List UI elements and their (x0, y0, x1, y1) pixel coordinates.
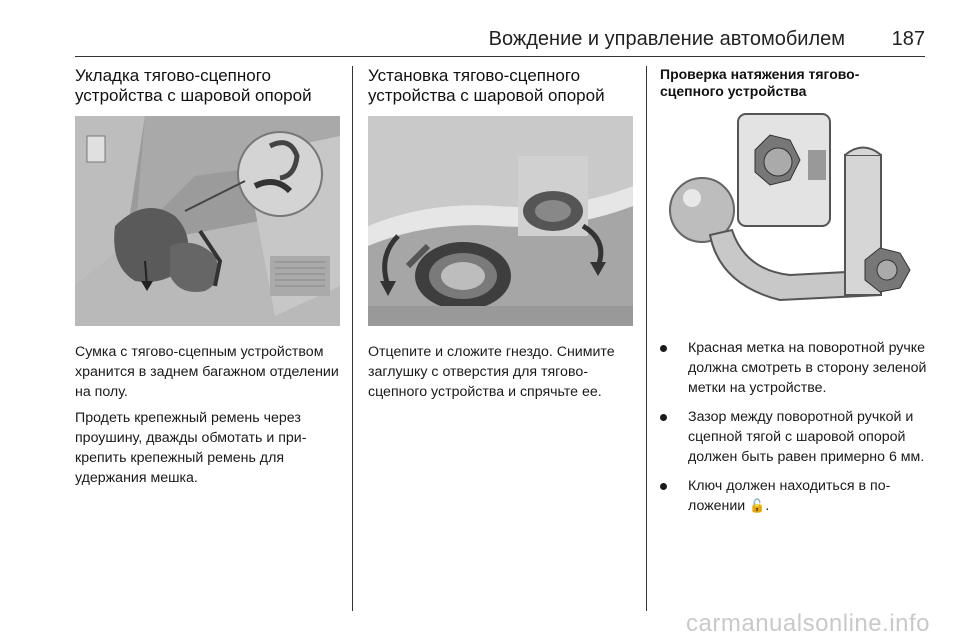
column-divider (646, 66, 647, 611)
list-item: Ключ должен находиться в положении 🔓. (660, 476, 928, 517)
socket-fold-illustration (368, 116, 633, 326)
paragraph: Продеть крепежный ремень через проушину, дважды обмотать и прикрепить крепежный ремень для удержания мешка. (75, 410, 307, 486)
list-item: Красная метка на поворотной ручке должна смотреть в сторону зеленой метки на устройстве. (660, 338, 928, 398)
section-tow-bar-check (660, 66, 928, 100)
watermark: carmanualsonline.info (686, 610, 930, 637)
section-tow-bar-storage-text (75, 342, 340, 488)
section-tow-bar-install-text (368, 342, 633, 402)
section-tow-bar-storage (75, 66, 340, 106)
section-heading: Укладка тягово-сцепного устройства с шаровой опорой (75, 66, 312, 105)
column-divider (352, 66, 353, 611)
section-heading: Установка тягово-сцепного устройства с шаровой опорой (368, 66, 605, 105)
bullet-dot (660, 483, 667, 490)
paragraph: Отцепите и сложите гнездо. Снимите заглушку с отверстия для тягово-сцепного устройства и спрячьте ее. (368, 344, 615, 400)
bullet-dot (660, 414, 667, 421)
trunk-tow-bar-bag-illustration (75, 116, 340, 326)
page-number: 187 (891, 28, 925, 50)
page-header (75, 26, 925, 57)
header-title: Вождение и управление автомобилем (488, 28, 845, 50)
section-tow-bar-check-list (660, 338, 928, 526)
section-tow-bar-install (368, 66, 633, 106)
unlock-icon: 🔓 (749, 499, 766, 514)
list-item: Зазор между поворотной ручкой и сцепной тягой с шаровой опорой должен быть равен примерно 6 мм. (660, 407, 928, 467)
ball-coupling-illustration (660, 110, 928, 322)
paragraph: Сумка с тягово-сцепным устройством хранится в заднем багажном отделении на полу. (75, 344, 339, 400)
section-heading: Проверка натяжения тягово- сцепного устройства (660, 66, 860, 99)
bullet-dot (660, 345, 667, 352)
